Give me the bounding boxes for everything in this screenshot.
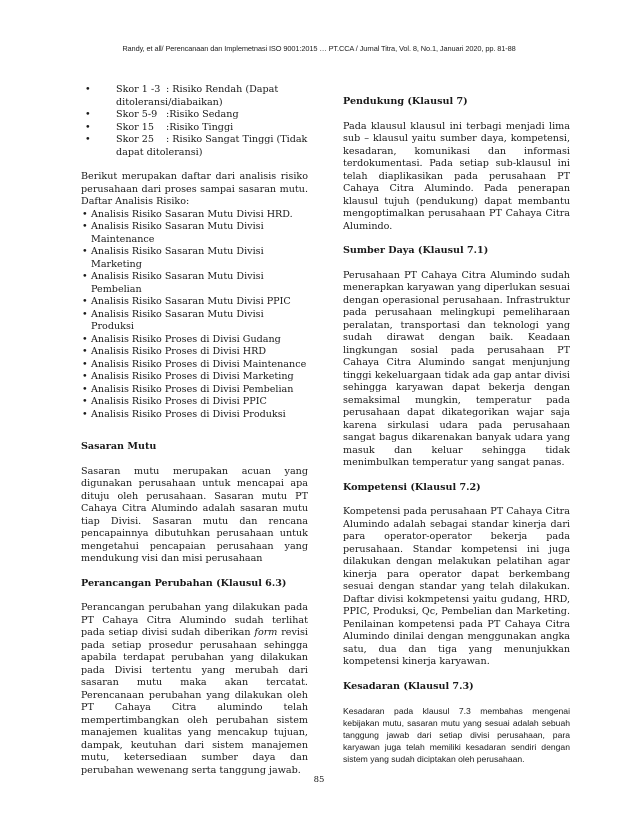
paragraph-pendukung: Pada klausul klausul ini terbagi menjadi lima sub – klausul yaitu sumber daya, kompetensi, kesadaran, komunikasi dan informasi terdokumentasi. Pada setiap sub-klausul ini telah diaplikasikan pada perusahaan PT Cahaya Citra Alumindo. Pada penerapan klausul tujuh (pendukung) dapat membantu mengoptimalkan perusahaan PT Cahaya Citra Alumindo. (343, 120, 570, 232)
analysis-item: • Analisis Risiko Sasaran Mutu Divisi Produksi (81, 309, 308, 334)
section-heading-kompetensi: Kompetensi (Klausul 7.2) (343, 481, 481, 493)
page-number: 85 (313, 775, 325, 785)
analysis-item: • Analisis Risiko Proses di Divisi Pembelian (81, 384, 308, 397)
analysis-item: • Analisis Risiko Sasaran Mutu Divisi Marketing (81, 246, 308, 271)
risk-score-list (81, 84, 308, 159)
paragraph-perancangan: Perancangan perubahan yang dilakukan pada PT Cahaya Citra Alumindo sudah terlihat pada setiap divisi sudah diberikan form revisi pada setiap prosedur perusahaan sehingga apabila terdapat perubahan yang dilakukan pada Divisi tertentu yang merubah dari sasaran mutu maka akan tercatat. Perencanaan perubahan yang dilakukan oleh PT Cahaya Citra alumindo telah mempertimbangkan oleh perubahan sistem manajemen kualitas yang mencakup tujuan, dampak, keutuhan dari sistem manajemen mutu, ketersediaan sumber daya dan perubahan wewenang serta tanggung jawab. (81, 602, 308, 776)
section-heading-kesadaran: Kesadaran (Klausul 7.3) (343, 680, 474, 692)
analysis-item: • Analisis Risiko Proses di Divisi PPIC (81, 396, 308, 409)
analysis-item: • Analisis Risiko Proses di Divisi HRD (81, 346, 308, 359)
risk-score-item: • Skor 5-9 :Risiko Sedang (81, 109, 308, 122)
analysis-item: • Analisis Risiko Proses di Divisi Gudang (81, 334, 308, 347)
risk-score-item: • Skor 1 -3 : Risiko Rendah (Dapat ditoleransi/diabaikan) (81, 84, 308, 109)
paragraph-sasaran-mutu: Sasaran mutu merupakan acuan yang digunakan perusahaan untuk mencapai apa dituju oleh perusahaan. Sasaran mutu PT Cahaya Citra Alumindo adalah sasaran mutu tiap Divisi. Sasaran mutu dan rencana pencapainnya dibutuhkan perusahaan untuk mengetahui pencapaian perusahaan yang mendukung visi dan misi perusahaan (81, 465, 308, 564)
risk-score-item: • Skor 25 : Risiko Sangat Tinggi (Tidak dapat ditoleransi) (81, 134, 308, 159)
paragraph-kompetensi: Kompetensi pada perusahaan PT Cahaya Citra Alumindo adalah sebagai standar kinerja dari para operator-operator bekerja pada perusahaan. Standar kompetensi ini juga dilakukan dengan melakukan pelatihan agar kinerja para operator dapat berkembang sesuai dengan standar yang telah dilakukan. Daftar divisi kokmpetensi yaitu gudang, HRD, PPIC, Produksi, Qc, Pembelian dan Marketing. Penilainan kompetensi pada PT Cahaya Citra Alumindo dinilai dengan menggunakan angka satu, dua dan tiga yang menunjukkan kompetensi kinerja karyawan. (343, 506, 570, 667)
analysis-item: • Analisis Risiko Sasaran Mutu Divisi Pembelian (81, 271, 308, 296)
left-column (81, 84, 308, 777)
section-heading-perancangan: Perancangan Perubahan (Klausul 6.3) (81, 577, 287, 589)
section-heading-sumber-daya: Sumber Daya (Klausul 7.1) (343, 245, 489, 256)
risk-score-item: • Skor 15 :Risiko Tinggi (81, 122, 308, 135)
right-column (343, 84, 570, 765)
analysis-item: • Analisis Risiko Proses di Divisi Maintenance (81, 359, 308, 372)
analysis-item: • Analisis Risiko Proses di Divisi Marketing (81, 371, 308, 384)
analysis-item: • Analisis Risiko Sasaran Mutu Divisi HRD. (81, 209, 308, 222)
section-heading-sasaran-mutu: Sasaran Mutu (81, 441, 157, 452)
analysis-item: • Analisis Risiko Sasaran Mutu Divisi PPIC (81, 296, 308, 309)
analysis-list (81, 209, 308, 422)
analysis-item: • Analisis Risiko Sasaran Mutu Divisi Maintenance (81, 221, 308, 246)
section-heading-pendukung: Pendukung (Klausul 7) (343, 96, 468, 107)
paragraph-sumber-daya: Perusahaan PT Cahaya Citra Alumindo sudah menerapkan karyawan yang diperlukan sesuai dengan operasional perusahaan. Infrastruktur pada perusahaan melingkupi pemeliharaan peralatan, transportasi dan teknologi yang sudah dirawat dengan baik. Keadaan lingkungan sosial pada perusahaan PT Cahaya Citra Alumindo sangat menjunjung tinggi kekeluargaan tidak ada gap antar divisi sehingga karyawan dapat bekerja dengan semaksimal mungkin, temperatur pada perusahaan dapat dikategorikan wajar saja karena sirkulasi udara pada perusahaan sangat bagus dikarenakan banyak udara yang masuk dan keluar sehingga tidak menimbulkan temperatur yang sangat panas. (343, 269, 570, 468)
analysis-intro: Berikut merupakan daftar dari analisis risiko perusahaan dari proses sampai sasaran mutu. Daftar Analisis Risiko: (81, 171, 308, 207)
running-header: Randy, et all/ Perencanaan dan Implemetnasi ISO 9001:2015 … PT.CCA / Jurnal Titra, Vol. 8, No.1, Januari 2020, pp. 81-88 (122, 44, 516, 53)
analysis-item: • Analisis Risiko Proses di Divisi Produksi (81, 409, 308, 422)
paragraph-kesadaran: Kesadaran pada klausul 7.3 membahas mengenai kebijakan mutu, sasaran mutu yang sesuai adalah sebuah tanggung jawab dari setiap divisi perusahaan, para karyawan juga telah memiliki kesadaran sendiri dengan sistem yang sudah diciptakan oleh perusahaan. (343, 706, 570, 764)
